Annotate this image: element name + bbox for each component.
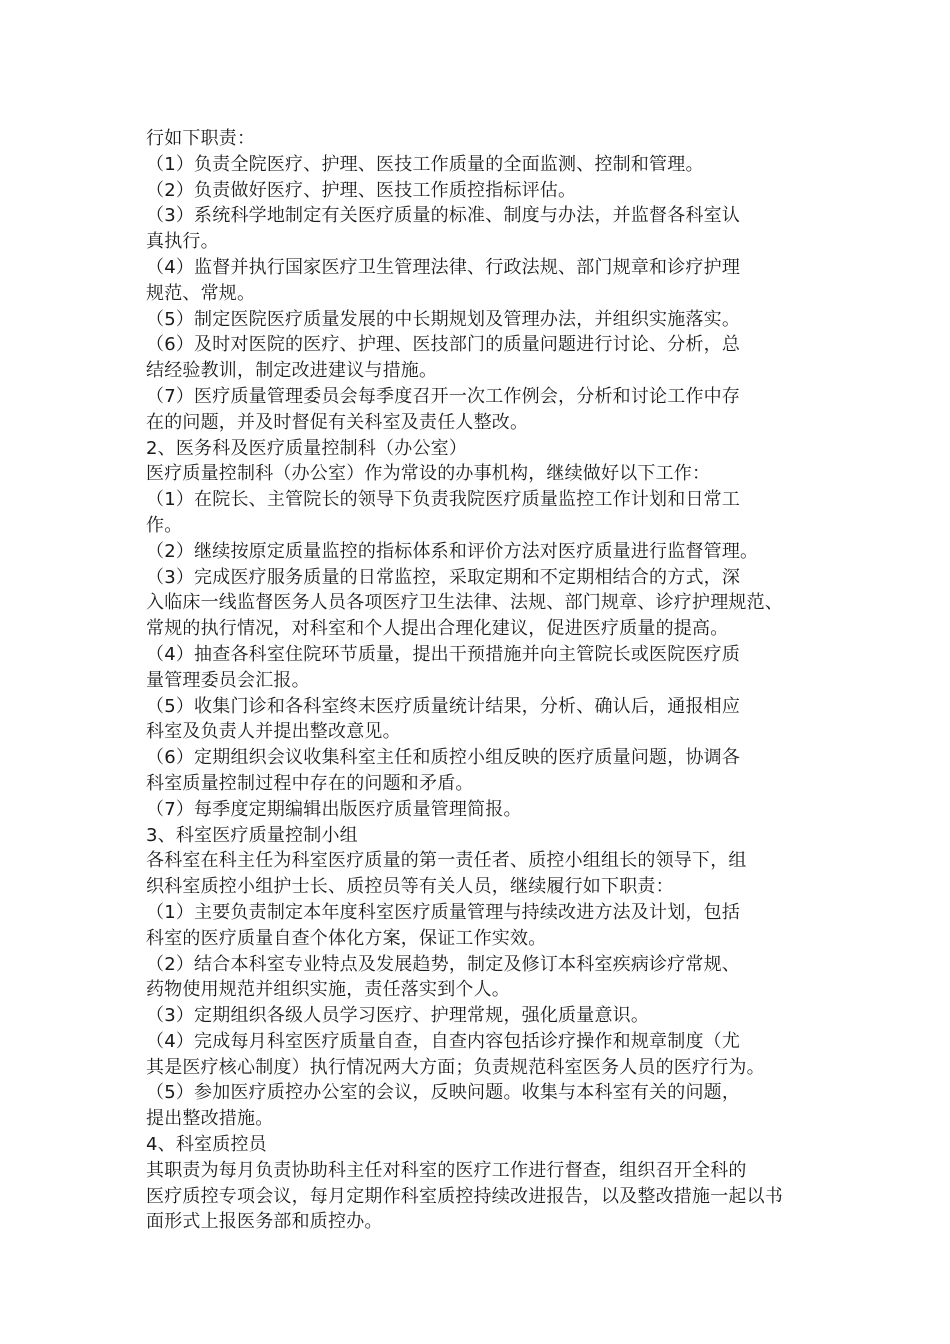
text-line: （4）抽查各科室住院环节质量，提出干预措施并向主管院长或医院医疗质 — [146, 643, 741, 665]
text-line: （1）负责全院医疗、护理、医技工作质量的全面监测、控制和管理。 — [146, 153, 704, 175]
text-line: 真执行。 — [146, 231, 219, 253]
text-line: （1）主要负责制定本年度科室医疗质量管理与持续改进方法及计划，包括 — [146, 901, 741, 923]
text-line: （6）定期组织会议收集科室主任和质控小组反映的医疗质量问题，协调各 — [146, 747, 741, 769]
text-line: （7）每季度定期编辑出版医疗质量管理简报。 — [146, 798, 522, 820]
text-line: 科室的医疗质量自查个体化方案，保证工作实效。 — [146, 927, 547, 949]
text-line: 入临床一线监督医务人员各项医疗卫生法律、法规、部门规章、诊疗护理规范、 — [146, 592, 783, 614]
text-line: （5）参加医疗质控办公室的会议，反映问题。收集与本科室有关的问题， — [146, 1082, 741, 1104]
text-line: （4）监督并执行国家医疗卫生管理法律、行政法规、部门规章和诊疗护理 — [146, 256, 741, 278]
section-heading: 4、科室质控员 — [146, 1134, 267, 1156]
text-line: 其是医疗核心制度）执行情况两大方面；负责规范科室医务人员的医疗行为。 — [146, 1056, 765, 1078]
text-line: 科室及负责人并提出整改意见。 — [146, 721, 401, 743]
text-line: 医疗质量控制科（办公室）作为常设的办事机构，继续做好以下工作： — [146, 463, 711, 485]
text-line: 各科室在科主任为科室医疗质量的第一责任者、质控小组组长的领导下，组 — [146, 850, 747, 872]
text-line: 药物使用规范并组织实施，责任落实到个人。 — [146, 979, 510, 1001]
text-line: （6）及时对医院的医疗、护理、医技部门的质量问题进行讨论、分析，总 — [146, 334, 741, 356]
text-line: （2）结合本科室专业特点及发展趋势，制定及修订本科室疾病诊疗常规、 — [146, 953, 741, 975]
text-line: 结经验教训，制定改进建议与措施。 — [146, 360, 438, 382]
text-line: 量管理委员会汇报。 — [146, 669, 310, 691]
text-line: （7）医疗质量管理委员会每季度召开一次工作例会，分析和讨论工作中存 — [146, 385, 741, 407]
text-line: （3）定期组织各级人员学习医疗、护理常规，强化质量意识。 — [146, 1005, 650, 1027]
text-line: 医疗质控专项会议，每月定期作科室质控持续改进报告，以及整改措施一起以书 — [146, 1185, 783, 1207]
text-line: 其职责为每月负责协助科主任对科室的医疗工作进行督查，组织召开全科的 — [146, 1159, 747, 1181]
text-line: （5）制定医院医疗质量发展的中长期规划及管理办法，并组织实施落实。 — [146, 308, 741, 330]
text-line: 作。 — [146, 514, 183, 536]
section-heading: 2、医务科及医疗质量控制科（办公室） — [146, 437, 468, 459]
text-line: （4）完成每月科室医疗质量自查，自查内容包括诊疗操作和规章制度（尤 — [146, 1030, 741, 1052]
text-line: 行如下职责： — [146, 128, 256, 149]
text-line: 织科室质控小组护士长、质控员等有关人员，继续履行如下职责： — [146, 876, 674, 898]
text-line: 规范、常规。 — [146, 282, 256, 304]
text-line: （5）收集门诊和各科室终末医疗质量统计结果，分析、确认后，通报相应 — [146, 695, 741, 717]
text-line: （2）负责做好医疗、护理、医技工作质控指标评估。 — [146, 179, 577, 201]
text-line: 在的问题，并及时督促有关科室及责任人整改。 — [146, 411, 529, 433]
text-line: （3）系统科学地制定有关医疗质量的标准、制度与办法，并监督各科室认 — [146, 205, 741, 227]
text-line: （2）继续按原定质量监控的指标体系和评价方法对医疗质量进行监督管理。 — [146, 540, 759, 562]
text-line: 常规的执行情况，对科室和个人提出合理化建议，促进医疗质量的提高。 — [146, 618, 729, 640]
text-line: 科室质量控制过程中存在的问题和矛盾。 — [146, 772, 474, 794]
section-heading: 3、科室医疗质量控制小组 — [146, 824, 358, 846]
text-line: （1）在院长、主管院长的领导下负责我院医疗质量监控工作计划和日常工 — [146, 489, 741, 511]
text-line: 提出整改措施。 — [146, 1108, 274, 1130]
document-body — [146, 126, 826, 1235]
text-line: 面形式上报医务部和质控办。 — [146, 1211, 383, 1233]
text-line: （3）完成医疗服务质量的日常监控，采取定期和不定期相结合的方式，深 — [146, 566, 741, 588]
